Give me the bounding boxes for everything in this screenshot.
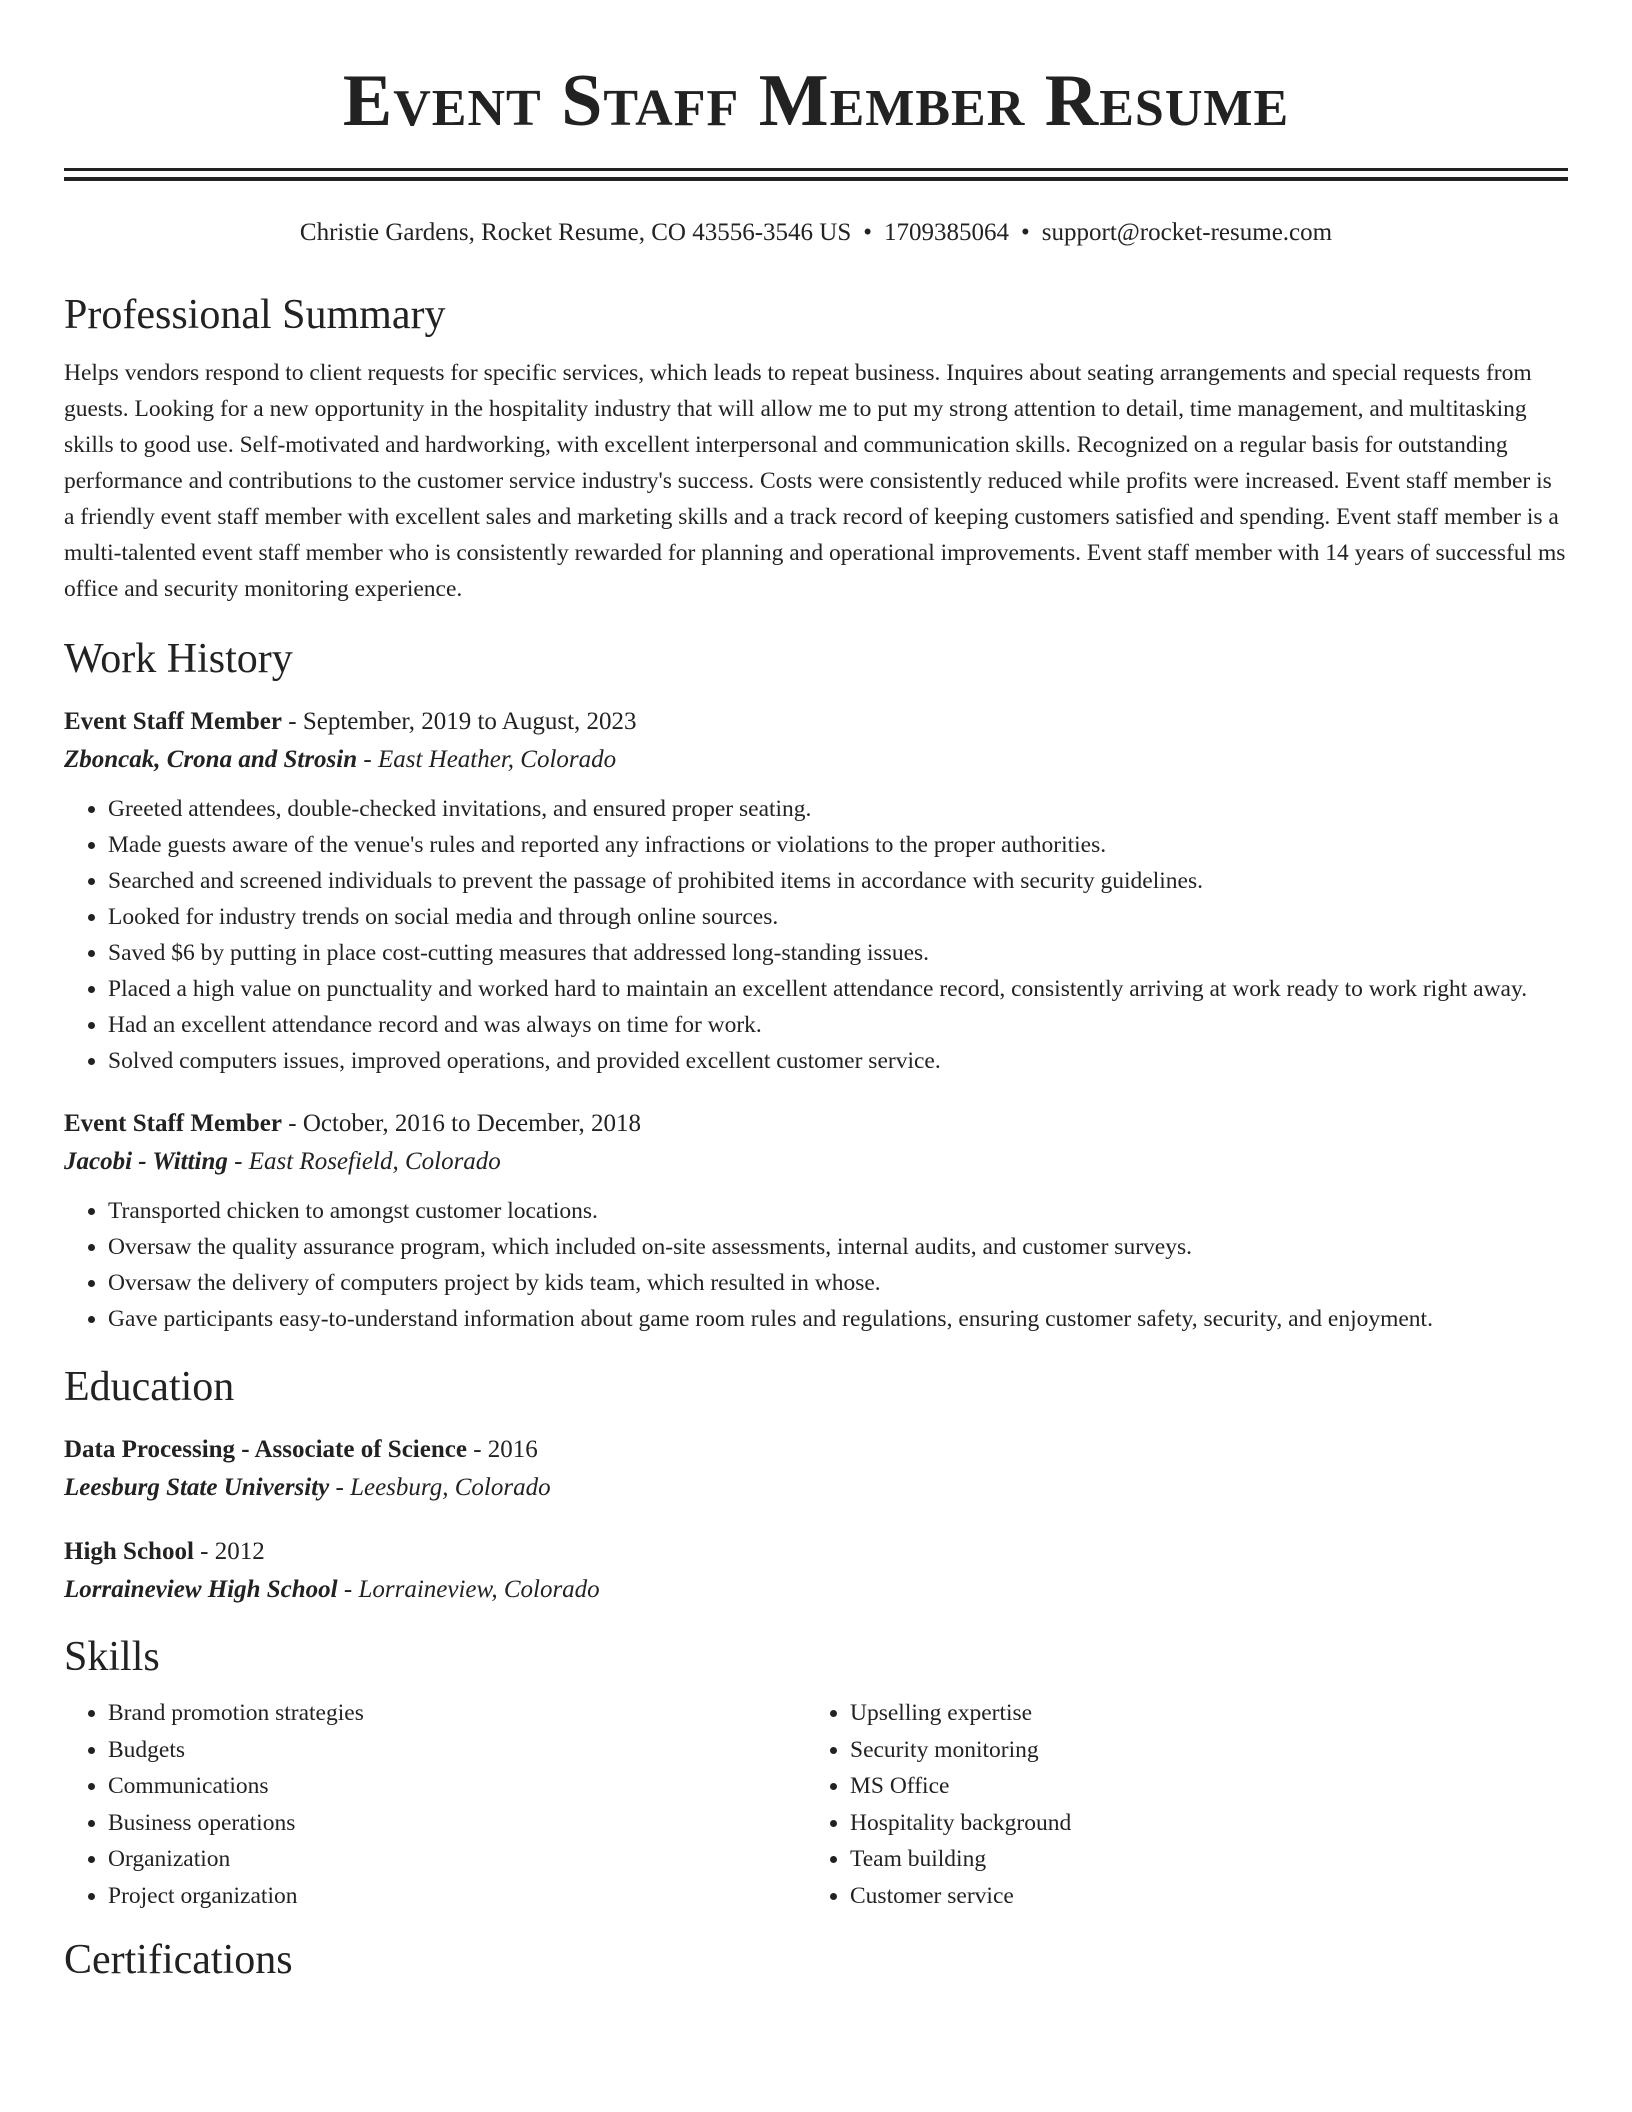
job-title-line xyxy=(64,1105,1568,1143)
skill-item: • Customer service xyxy=(850,1878,1548,1915)
contact-separator: • xyxy=(1021,219,1030,246)
contact-phone: 1709385064 xyxy=(884,219,1010,246)
job-bullet: • Had an excellent attendance record and was always on time for work. xyxy=(108,1007,1568,1043)
job-bullet: • Searched and screened individuals to prevent the passage of prohibited items in accordance with security guidelines. xyxy=(108,863,1568,899)
resume-title: Event Staff Member Resume xyxy=(342,60,1290,142)
job-bullet: • Made guests aware of the venue's rules and reported any infractions or violations to the proper authorities. xyxy=(108,827,1568,863)
education-school: Leesburg State University xyxy=(64,1474,330,1501)
job-bullets xyxy=(64,791,1568,1079)
education-entry xyxy=(64,1533,1568,1609)
job-bullet: • Gave participants easy-to-understand information about game room rules and regulations, ensuring customer safety, security, and enjoyment. xyxy=(108,1301,1568,1337)
education-degree: Data Processing - Associate of Science xyxy=(64,1436,467,1463)
job-location: - East Rosefield, Colorado xyxy=(227,1148,501,1175)
job-bullet: • Transported chicken to amongst customer locations. xyxy=(108,1193,1568,1229)
job-dates: - September, 2019 to August, 2023 xyxy=(282,708,637,735)
education-degree-line xyxy=(64,1431,1568,1469)
contact-separator: • xyxy=(863,219,873,246)
job-title: Event Staff Member xyxy=(64,708,282,735)
education-year: - 2016 xyxy=(466,1436,538,1463)
summary-text: Helps vendors respond to client requests for specific services, which leads to repeat business. Inquires about seating arrangements and special requests from guests. Looking for a new opportunity in the hospitality industry that will allow me to put my strong attention to detail, time management, and multitasking skills to good use. Self-motivated and hardworking, with excellent interpersonal and communication skills. Recognized on a regular basis for outstanding performance and contributions to the customer service industry's success. Costs were consistently reduced while profits were increased. Event staff member is a friendly event staff member with excellent sales and marketing skills and a track record of keeping customers satisfied and spending. Event staff member is a multi-talented event staff member who is consistently rewarded for planning and operational improvements. Event staff member with 14 years of successful ms office and security monitoring experience. xyxy=(64,360,1566,602)
job-company: Jacobi - Witting xyxy=(64,1148,228,1175)
work-history-heading: Work History xyxy=(64,636,293,682)
certifications-heading: Certifications xyxy=(64,1937,293,1983)
skills-heading: Skills xyxy=(64,1634,160,1680)
job-location: - East Heather, Colorado xyxy=(357,746,617,773)
summary-heading: Professional Summary xyxy=(64,292,446,338)
contact-address: Christie Gardens, Rocket Resume, CO 43556-3546 US xyxy=(299,219,852,246)
education-degree-line xyxy=(64,1533,1568,1571)
job-entry xyxy=(64,1105,1568,1337)
job-bullet: • Oversaw the quality assurance program, which included on-site assessments, internal audits, and customer surveys. xyxy=(108,1229,1568,1265)
job-dates: - October, 2016 to December, 2018 xyxy=(282,1110,641,1137)
contact-info xyxy=(64,217,1568,249)
skill-item: • Security monitoring xyxy=(850,1732,1548,1769)
education-entry xyxy=(64,1431,1568,1507)
skill-item: • Organization xyxy=(108,1841,806,1878)
education-school-line xyxy=(64,1469,1568,1507)
education-location: - Leesburg, Colorado xyxy=(329,1474,551,1501)
skill-item: • Budgets xyxy=(108,1732,806,1769)
skills-column-left xyxy=(64,1695,806,1914)
job-bullet: • Saved $6 by putting in place cost-cutting measures that addressed long-standing issues. xyxy=(108,935,1568,971)
education-location: - Lorraineview, Colorado xyxy=(337,1576,600,1603)
skill-item: • Project organization xyxy=(108,1878,806,1915)
skill-item: • Brand promotion strategies xyxy=(108,1695,806,1732)
job-bullet: • Oversaw the delivery of computers project by kids team, which resulted in whose. xyxy=(108,1265,1568,1301)
skill-item: • Upselling expertise xyxy=(850,1695,1548,1732)
job-bullet: • Placed a high value on punctuality and worked hard to maintain an excellent attendance record, consistently arriving at work ready to work right away. xyxy=(108,971,1568,1007)
job-title: Event Staff Member xyxy=(64,1110,282,1137)
job-company: Zboncak, Crona and Strosin xyxy=(64,746,358,773)
job-bullet: • Looked for industry trends on social media and through online sources. xyxy=(108,899,1568,935)
education-heading: Education xyxy=(64,1364,235,1410)
skills-column-right xyxy=(806,1695,1548,1914)
job-bullet: • Solved computers issues, improved operations, and provided excellent customer service. xyxy=(108,1043,1568,1079)
job-bullets xyxy=(64,1193,1568,1337)
education-school: Lorraineview High School xyxy=(64,1576,338,1603)
education-school-line xyxy=(64,1571,1568,1609)
education-year: - 2012 xyxy=(193,1538,265,1565)
job-entry xyxy=(64,703,1568,1079)
job-bullet: • Greeted attendees, double-checked invitations, and ensured proper seating. xyxy=(108,791,1568,827)
job-company-line xyxy=(64,741,1568,779)
job-title-line xyxy=(64,703,1568,741)
skills-list xyxy=(64,1695,1568,1914)
title-divider-bottom xyxy=(64,177,1568,181)
skill-item: • Hospitality background xyxy=(850,1805,1548,1842)
job-company-line xyxy=(64,1143,1568,1181)
title-divider-top xyxy=(64,168,1568,171)
contact-email: support@rocket-resume.com xyxy=(1041,219,1333,246)
skill-item: • MS Office xyxy=(850,1768,1548,1805)
skill-item: • Business operations xyxy=(108,1805,806,1842)
education-degree: High School xyxy=(64,1538,194,1565)
skill-item: • Team building xyxy=(850,1841,1548,1878)
skill-item: • Communications xyxy=(108,1768,806,1805)
